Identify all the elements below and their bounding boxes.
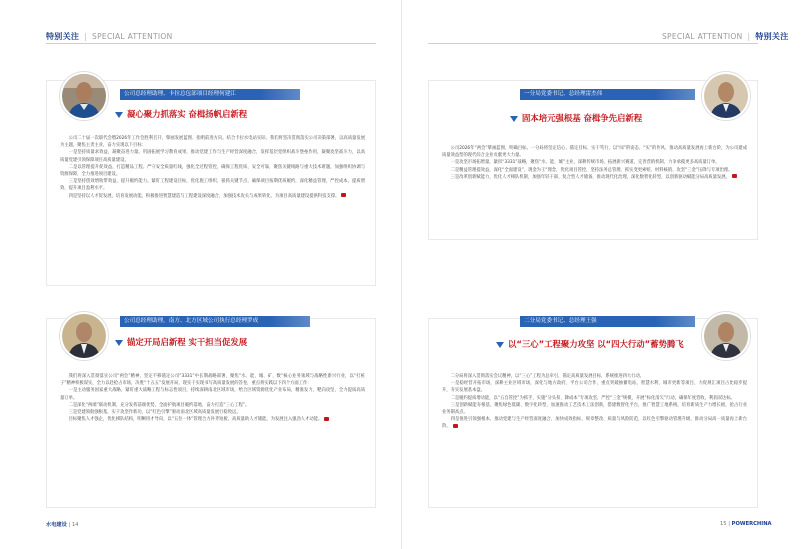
article-title: 凝心聚力抓落实 奋楫扬帆启新程 xyxy=(115,108,247,120)
avatar xyxy=(702,72,750,120)
avatar xyxy=(60,312,108,360)
end-mark-icon xyxy=(453,424,458,428)
end-mark-icon xyxy=(732,174,737,178)
header-divider xyxy=(428,43,758,44)
article-body: 公司二十届一次职代会暨2026年工作会胜利召开，擘画发展蓝图、指明前进方向。结合卡拉水电站实际，我们将坚决贯彻落实公司决策部署，以高质量发展为主题，聚焦主责主业，奋力实现以下目标： 一是坚持质量求效益，凝聚奋进力量。巩固拓展学习教育成果，推动党建工作与生产经营深度融合，发挥基层党组织战斗堡垒作用，凝聚攻坚战斗力，以高质量党建引领保障项目高质量建设。 二是以管理提升促效益，打造精品工程。严守安全质量红线，强化全过程管控，确保工程优质、安全可靠，聚焦关键线路与重大技术难题，加强组织协调与资源保障，全力推进项目建设。 三是坚持创效增收带效益，提升履约能力。紧盯工程建设目标，优化施工组织，狠抓关键节点，确保项目按期优质履约，深化精益管理，严控成本，提质增效，提升项目盈利水平。 四是坚持以人才促发展，培育发展动能。积极推进智慧建造与工程建设深度融合，加强技术攻关与成果转化，为项目高质量建设提供科技支撑。 xyxy=(60,136,365,199)
article-body: 二分局将深入贯彻落实会议精神，以“三心”工程为总牵引，锚定高质量发展目标，系统推进四大行动。 一是稳经营开拓市场，深耕主业区域市场，深化与地方政府、平台公司合作，重点突破抽蓄电站、智慧水利、城市更新等项目，力促规汇项目占比稳步提升，夯实发展基本盘。 二是履约提质增动能，以“五自管控”为抓手，实施“分头扣、降成本”专项攻坚，严控“三金”规模，开展“标化清欠”行动，确保年度营收、利润双达标。 三是创新赋能夯根基，聚焦绿色低碳、数字化转型，加速推动工艺技术工法创新，搭建数智化平台，推广智慧工地系统，培育新质生产力增长极，抢占行业业务制高点。 四是推进引领强根本，推动党建与生产经营深度融合，加快成效指标、规章整改、质量与风险防范，以红色引擎驱动管理升级，推动分局高一质量再上新台阶。 xyxy=(442,374,747,430)
page-header-right: SPECIAL ATTENTION | 特别关注 xyxy=(662,32,789,41)
section-title: 特别关注 xyxy=(46,32,80,41)
person-tag: 一分局党委书记、总经理雷杰伟 xyxy=(520,89,695,100)
avatar xyxy=(60,72,108,120)
article-body: 公司2026年“两会”擘画蓝图、明确目标。一分局将坚定信心、锚定目标、实干笃行，以“闯”的姿态、“实”的作风、推动高质量发展再上新台阶，为公司建成质量效益型的现代综合企业贡献更大力量。 一是攻坚市场拓增量，紧扣“3331”战略，聚焦“水、能、城”主业，深耕传统市场，拓展新兴赛道，完善营销机制，力争承揽更多高质量订单。 二是精益管理提效益，深化“全面建设”、现金为王“理念，优化项目管控，坚持法务总管理、抓实变更索赔、材料核销、攻坚“三金”压降与专项治理。 三是改革创新赋能力，优化人才梯队机制，加强年轻干部、复合型人才储备，推动现代化治理，深化数智化转型，以创新驱动赋能分局高质量发展。 xyxy=(442,146,747,180)
person-tag: 公司总经理助理，南方、北方区域公司执行总经理罗成 xyxy=(120,316,310,327)
person-tag: 公司总经理助理、卡拉总包部项目经理何建江 xyxy=(120,89,300,100)
person-tag: 二分局党委书记、总经理王强 xyxy=(520,316,695,327)
triangle-icon xyxy=(115,112,123,118)
article-title: 以“三心”工程聚力攻坚 以“四大行动”蓄势腾飞 xyxy=(496,338,684,350)
triangle-icon xyxy=(496,342,504,348)
article-title: 锚定开局启新程 实干担当促发展 xyxy=(115,336,247,348)
page-footer-left: 水电建设 | 14 xyxy=(46,522,79,528)
page-header-left: 特别关注 | SPECIAL ATTENTION xyxy=(46,32,173,41)
avatar xyxy=(702,312,750,360)
end-mark-icon xyxy=(324,417,329,421)
right-page xyxy=(402,0,804,549)
section-title-en: SPECIAL ATTENTION xyxy=(92,32,173,41)
article-body: 我们将深入贯彻落实公司“两会”精神，坚定不移锚定公司“3331”中长期战略部署，聚焦“水、能、城、矿、数”核心业务领域与战略性新兴行业，以“打桩子”精神积极谋实，全力以赴抢占市场，决胜“十五五”发展开局，现实干实现书写高质量发展的答卷，重点将实践以下四个方面工作： 一是主动服务国家重大战略，紧盯重大战略工程与标志性项目，持续深耕南北区域市场，给合区域资源优化产业布局，精准发力，靶向攻坚，全力提质高质量订单。 二是深化“两端”联动机制，充分发挥前端优势，全面护航项目履约落地，奋力打造“三心工程”。 三是党建领航强根基，实干攻坚作新功，以“红色引擎”驱动南北区域高质量发展行稳致远。 目标聚焦人才强企，优化梯队结构，明晰用才导向，以“五位一体”管理合力补齐短板，高质量助人才储能，为发展注入强劲人才动能。 xyxy=(60,374,365,423)
end-mark-icon xyxy=(341,193,346,197)
section-title: 特别关注 xyxy=(755,32,789,41)
article-title: 固本培元强根基 奋楫争先启新程 xyxy=(510,112,642,124)
header-divider xyxy=(46,43,376,44)
section-title-en: SPECIAL ATTENTION xyxy=(662,32,743,41)
triangle-icon xyxy=(510,116,518,122)
page-footer-right: 15 | POWERCHINA xyxy=(720,521,772,527)
triangle-icon xyxy=(115,340,123,346)
